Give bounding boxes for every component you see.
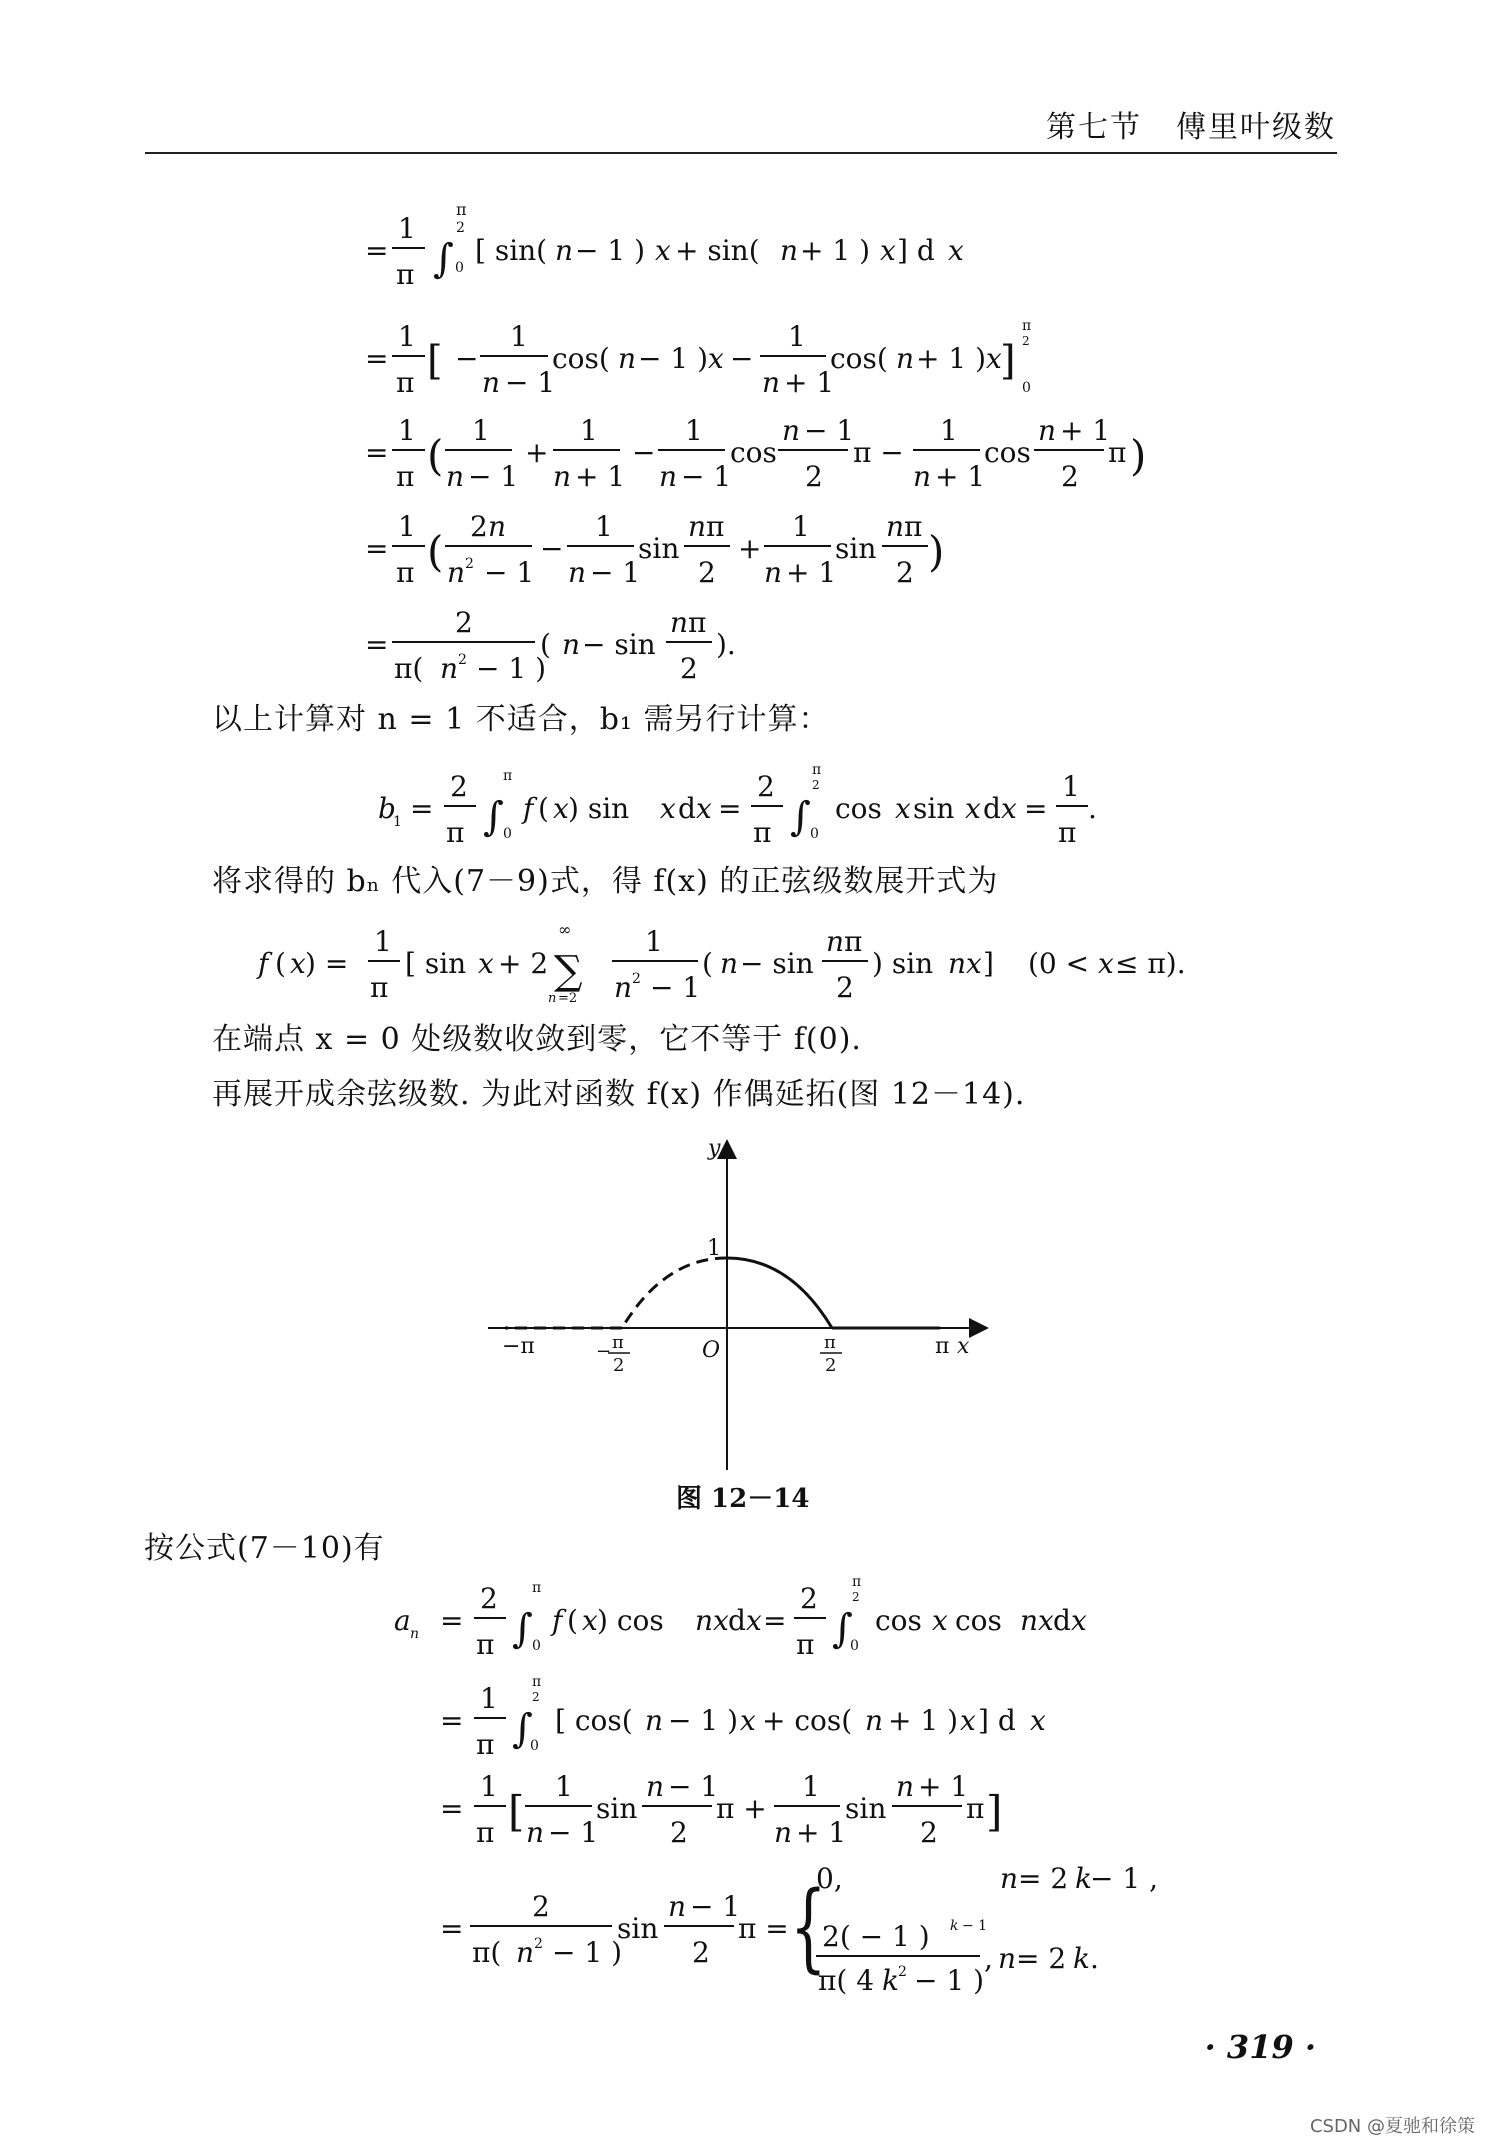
svg-text:n: n: [826, 925, 845, 958]
svg-text:n: n: [618, 342, 637, 375]
svg-text:cos: cos: [730, 436, 777, 469]
neg-pi-label: −π: [502, 1334, 535, 1359]
svg-text:) sin: ) sin: [872, 947, 934, 980]
svg-text:n: n: [688, 510, 707, 543]
svg-text:=: =: [365, 342, 389, 375]
svg-text:cos(: cos(: [830, 342, 888, 375]
svg-text:n: n: [645, 1704, 664, 1737]
svg-text:−: −: [455, 342, 479, 375]
svg-text:b: b: [378, 792, 396, 825]
svg-text:∫: ∫: [832, 1606, 853, 1652]
svg-text:n: n: [865, 1704, 884, 1737]
svg-text:2: 2: [532, 1690, 540, 1704]
svg-text:− 1 ): − 1 ): [914, 1964, 984, 1997]
svg-text:− 1: − 1: [804, 414, 855, 447]
svg-text:=: =: [365, 436, 389, 469]
svg-text:0: 0: [455, 260, 464, 276]
svg-text:x: x: [1001, 792, 1017, 825]
x-label: x: [957, 1334, 970, 1359]
svg-text:π: π: [824, 1332, 836, 1353]
svg-text:2: 2: [800, 1582, 818, 1615]
svg-text:2: 2: [458, 652, 467, 668]
svg-text:π: π: [812, 762, 822, 778]
svg-text:cos(: cos(: [552, 342, 610, 375]
svg-text:.: .: [1090, 1942, 1099, 1975]
svg-text:π( 4: π( 4: [818, 1964, 875, 1997]
pi-label: π: [935, 1334, 950, 1359]
svg-text:.: .: [1088, 792, 1097, 825]
svg-text:a: a: [394, 1604, 411, 1637]
svg-text:+ 1: + 1: [1060, 414, 1111, 447]
svg-text:− 1 ): − 1 ): [552, 1936, 622, 1969]
svg-text:=: =: [1024, 792, 1048, 825]
svg-text:∞: ∞: [558, 920, 572, 939]
section-title: 傅里叶级数: [1176, 110, 1336, 145]
svg-text:(: (: [538, 792, 549, 825]
watermark: CSDN @夏驰和徐策: [1309, 2116, 1475, 2137]
svg-text:1: 1: [555, 1770, 573, 1803]
eq-an-3: [440, 1770, 1002, 1849]
svg-text:x: x: [1030, 1704, 1046, 1737]
paragraph-4: 再展开成余弦级数. 为此对函数 f(x) 作偶延拓(图 12－14).: [212, 1077, 1026, 1112]
svg-text:x: x: [746, 1604, 762, 1637]
svg-text:− 1: − 1: [962, 1918, 988, 1934]
svg-text:sin: sin: [845, 1792, 887, 1825]
svg-text:2: 2: [613, 1355, 625, 1376]
svg-text:− 1: − 1: [590, 556, 641, 589]
svg-text:− 1 ): − 1 ): [668, 1704, 738, 1737]
svg-text:− 1: − 1: [468, 460, 519, 493]
svg-text:− 1: − 1: [650, 971, 701, 1004]
svg-text:n: n: [516, 1936, 535, 1969]
svg-text:=: =: [718, 792, 742, 825]
svg-text:+ 1: + 1: [935, 460, 986, 493]
section-label: 第七节: [1046, 110, 1142, 145]
svg-text:1: 1: [510, 320, 528, 353]
svg-text:π(: π(: [394, 652, 424, 685]
svg-text:(: (: [427, 431, 444, 480]
eq-an-4: [440, 1862, 1158, 1997]
svg-text:x: x: [986, 342, 1002, 375]
svg-text:x: x: [708, 342, 724, 375]
one-label: 1: [707, 1236, 721, 1261]
svg-text:2: 2: [532, 1890, 550, 1923]
svg-text:k: k: [882, 1964, 899, 1997]
svg-text:π: π: [796, 1628, 815, 1661]
svg-text:f: f: [258, 947, 269, 980]
svg-text:2: 2: [470, 510, 488, 543]
svg-text:n: n: [482, 366, 501, 399]
svg-text:− 1 ): − 1 ): [575, 234, 645, 267]
svg-text:n: n: [553, 460, 572, 493]
svg-text:π: π: [446, 816, 465, 849]
svg-text:cos: cos: [955, 1604, 1002, 1637]
paragraph-1: 以上计算对 n = 1 不适合，b₁ 需另行计算：: [212, 702, 830, 737]
svg-text:=: =: [440, 1912, 464, 1945]
svg-text:2: 2: [825, 1355, 837, 1376]
svg-text:k: k: [950, 1918, 959, 1934]
svg-text:0: 0: [532, 1638, 541, 1654]
svg-text:d: d: [983, 792, 1001, 825]
svg-text:).: ).: [716, 628, 736, 661]
origin-label: O: [702, 1338, 721, 1363]
svg-text:−: −: [632, 436, 656, 469]
svg-text:1: 1: [685, 414, 703, 447]
svg-text:[ sin: [ sin: [405, 947, 467, 980]
svg-text:n: n: [782, 414, 801, 447]
svg-text:0: 0: [530, 1738, 539, 1754]
svg-text:2( − 1 ): 2( − 1 ): [822, 1920, 930, 1953]
svg-text:−: −: [730, 342, 754, 375]
svg-text:1: 1: [595, 510, 613, 543]
svg-text:]: ]: [1000, 338, 1016, 384]
svg-text:x: x: [696, 792, 712, 825]
svg-text:1: 1: [480, 1682, 498, 1715]
svg-text:π: π: [503, 768, 513, 784]
svg-text:x: x: [553, 792, 569, 825]
svg-text:+ 2: + 2: [498, 947, 549, 980]
svg-text:2: 2: [836, 971, 854, 1004]
svg-text:0: 0: [1022, 380, 1031, 396]
svg-text:]: ]: [983, 947, 994, 980]
svg-text:π: π: [532, 1674, 542, 1690]
svg-text:− 1: − 1: [668, 1770, 719, 1803]
svg-text:−: −: [540, 532, 564, 565]
svg-text:sin: sin: [596, 1792, 638, 1825]
svg-text:n: n: [446, 460, 465, 493]
svg-text:sin: sin: [913, 792, 955, 825]
svg-text:n: n: [762, 366, 781, 399]
svg-text:1: 1: [398, 510, 416, 543]
svg-text:n: n: [646, 1770, 665, 1803]
y-label: y: [708, 1136, 721, 1161]
svg-text:2: 2: [455, 606, 473, 639]
svg-text:1: 1: [792, 510, 810, 543]
paragraph-3: 在端点 x = 0 处级数收敛到零，它不等于 f(0).: [212, 1022, 862, 1057]
svg-text:∑: ∑: [554, 948, 583, 994]
svg-text:[: [: [508, 1787, 525, 1836]
svg-text:2: 2: [1022, 334, 1030, 348]
svg-text:d: d: [728, 1604, 746, 1637]
svg-text:k: k: [1075, 1862, 1092, 1895]
svg-text:≤ π).: ≤ π).: [1115, 947, 1186, 980]
svg-text:+ 1 ): + 1 ): [800, 234, 870, 267]
svg-text:cos: cos: [875, 1604, 922, 1637]
svg-text:n: n: [774, 1816, 793, 1849]
svg-text:π −: π −: [853, 436, 904, 469]
svg-text:+ sin(: + sin(: [675, 234, 760, 267]
svg-text:n: n: [410, 1626, 420, 1642]
svg-text:(: (: [567, 1604, 578, 1637]
svg-text:x: x: [948, 234, 964, 267]
svg-text:1: 1: [472, 414, 490, 447]
svg-text:n: n: [548, 991, 557, 1006]
svg-text:) =: ) =: [305, 947, 349, 980]
svg-text:k: k: [1073, 1942, 1090, 1975]
svg-text:+ 1: + 1: [786, 556, 837, 589]
svg-text:x: x: [1098, 947, 1114, 980]
svg-text:1: 1: [398, 212, 416, 245]
svg-text:2: 2: [534, 1936, 543, 1952]
svg-text:] d: ] d: [897, 234, 935, 267]
svg-text:∫: ∫: [483, 794, 504, 840]
svg-text:= 2: = 2: [1018, 1862, 1069, 1895]
svg-text:n: n: [720, 947, 739, 980]
page-number: · 319 ·: [1204, 2028, 1316, 2066]
svg-text:π: π: [396, 460, 415, 493]
svg-text:π: π: [1022, 318, 1032, 334]
svg-text:π: π: [904, 510, 923, 543]
svg-text:π: π: [1058, 816, 1077, 849]
svg-text:1: 1: [940, 414, 958, 447]
svg-text:π: π: [753, 816, 772, 849]
svg-text:2: 2: [692, 1936, 710, 1969]
paragraph-2: 将求得的 bₙ 代入(7－9)式，得 f(x) 的正弦级数展开式为: [212, 864, 999, 899]
svg-text:x: x: [740, 1704, 756, 1737]
svg-text:0: 0: [810, 826, 819, 842]
svg-text:0,: 0,: [816, 1862, 843, 1895]
svg-text:): ): [928, 527, 945, 576]
svg-text:] d: ] d: [978, 1704, 1016, 1737]
svg-text:π: π: [456, 200, 467, 219]
svg-text:nx: nx: [948, 947, 982, 980]
svg-text:{: {: [789, 1871, 827, 1984]
svg-text:1: 1: [480, 1770, 498, 1803]
svg-text:2: 2: [920, 1816, 938, 1849]
svg-text:− sin: − sin: [582, 628, 656, 661]
svg-text:=: =: [763, 1604, 787, 1637]
svg-text:1: 1: [788, 320, 806, 353]
svg-text:[ cos(: [ cos(: [555, 1704, 633, 1737]
svg-text:n: n: [614, 971, 633, 1004]
svg-text:n: n: [913, 460, 932, 493]
svg-text:1: 1: [398, 320, 416, 353]
svg-text:=: =: [440, 1792, 464, 1825]
svg-text:1: 1: [645, 925, 663, 958]
svg-text:2: 2: [456, 220, 465, 236]
svg-text:): ): [1130, 431, 1147, 480]
svg-text:n: n: [526, 1816, 545, 1849]
svg-text:2: 2: [805, 460, 823, 493]
svg-text:cos: cos: [984, 436, 1031, 469]
svg-text:∫: ∫: [433, 236, 454, 282]
svg-text:n: n: [886, 510, 905, 543]
svg-text:n: n: [447, 556, 466, 589]
svg-text:x: x: [582, 1604, 598, 1637]
svg-text:n: n: [896, 1770, 915, 1803]
svg-text:1: 1: [374, 925, 392, 958]
svg-text:x: x: [895, 792, 911, 825]
svg-text:x: x: [1071, 1604, 1087, 1637]
svg-text:π: π: [476, 1816, 495, 1849]
svg-text:n: n: [1000, 1862, 1019, 1895]
svg-text:=: =: [440, 1604, 464, 1637]
svg-text:π: π: [532, 1580, 542, 1596]
svg-text:x: x: [660, 792, 676, 825]
svg-text:[: [: [427, 338, 443, 384]
svg-text:x: x: [960, 1704, 976, 1737]
svg-text:π: π: [396, 258, 415, 291]
svg-text:sin: sin: [617, 1912, 659, 1945]
svg-text:0: 0: [850, 1638, 859, 1654]
svg-text:x: x: [478, 947, 494, 980]
svg-text:− 1: − 1: [690, 1890, 741, 1923]
svg-text:1: 1: [802, 1770, 820, 1803]
svg-text:n: n: [668, 1890, 687, 1923]
svg-text:π: π: [1108, 436, 1127, 469]
svg-text:1: 1: [393, 814, 402, 830]
svg-text:+ 1: + 1: [575, 460, 626, 493]
svg-text:∫: ∫: [512, 1706, 533, 1752]
svg-text:+: +: [525, 436, 549, 469]
svg-text:∫: ∫: [790, 794, 811, 840]
svg-text:]: ]: [986, 1787, 1003, 1836]
svg-text:∫: ∫: [512, 1606, 533, 1652]
svg-text:n: n: [780, 234, 799, 267]
svg-text:π: π: [476, 1728, 495, 1761]
svg-text:2: 2: [670, 1816, 688, 1849]
svg-text:− 1 ,: − 1 ,: [1090, 1862, 1158, 1895]
svg-text:2: 2: [680, 652, 698, 685]
svg-text:n: n: [488, 510, 507, 543]
svg-text:d: d: [678, 792, 696, 825]
svg-text:π: π: [706, 510, 725, 543]
svg-text:π +: π +: [716, 1792, 767, 1825]
svg-text:+ 1 ): + 1 ): [888, 1704, 958, 1737]
svg-text:2: 2: [812, 778, 820, 792]
svg-text:2: 2: [757, 770, 775, 803]
svg-text:x: x: [290, 947, 306, 980]
figure-caption: 图 12－14: [676, 1484, 810, 1514]
svg-text:n: n: [659, 460, 678, 493]
svg-text:− 1 ): − 1 ): [476, 652, 546, 685]
svg-text:− 1: − 1: [484, 556, 535, 589]
svg-text:− 1 ): − 1 ): [638, 342, 708, 375]
svg-text:n: n: [670, 606, 689, 639]
svg-text:=: =: [365, 532, 389, 565]
svg-text:2: 2: [896, 556, 914, 589]
svg-text:n: n: [555, 234, 574, 267]
svg-text:=2: =2: [558, 991, 578, 1006]
svg-text:=: =: [365, 234, 389, 267]
svg-text:sin: sin: [638, 532, 680, 565]
svg-text:2: 2: [898, 1964, 907, 1980]
svg-text:,: ,: [984, 1942, 993, 1975]
svg-text:nx: nx: [1020, 1604, 1054, 1637]
svg-text:π: π: [370, 971, 389, 1004]
svg-text:(: (: [427, 527, 444, 576]
svg-text:x: x: [655, 234, 671, 267]
svg-text:2: 2: [632, 971, 641, 987]
svg-text:n: n: [1038, 414, 1057, 447]
svg-text:2: 2: [698, 556, 716, 589]
svg-text:n: n: [998, 1942, 1017, 1975]
svg-text:− sin: − sin: [740, 947, 814, 980]
svg-text:π: π: [612, 1332, 624, 1353]
svg-text:1: 1: [398, 414, 416, 447]
svg-text:=: =: [365, 628, 389, 661]
svg-text:f: f: [552, 1604, 563, 1637]
svg-text:π: π: [476, 1628, 495, 1661]
svg-text:cos: cos: [835, 792, 882, 825]
svg-text:f: f: [523, 792, 534, 825]
svg-text:) sin: ) sin: [568, 792, 630, 825]
svg-text:n: n: [440, 652, 459, 685]
svg-text:− 1: − 1: [505, 366, 556, 399]
svg-text:2: 2: [465, 556, 474, 572]
svg-text:2: 2: [450, 770, 468, 803]
svg-text:(: (: [702, 947, 713, 980]
svg-text:π: π: [844, 925, 863, 958]
svg-text:+ 1: + 1: [918, 1770, 969, 1803]
svg-text:sin: sin: [835, 532, 877, 565]
paragraph-5: 按公式(7－10)有: [144, 1531, 385, 1566]
svg-text:π: π: [852, 1574, 862, 1590]
svg-text:1: 1: [580, 414, 598, 447]
svg-text:n: n: [568, 556, 587, 589]
svg-text:2: 2: [480, 1582, 498, 1615]
svg-text:= 2: = 2: [1016, 1942, 1067, 1975]
svg-text:+ cos(: + cos(: [762, 1704, 853, 1737]
svg-text:0: 0: [503, 826, 512, 842]
svg-text:x: x: [880, 234, 896, 267]
svg-text:x: x: [932, 1604, 948, 1637]
svg-text:1: 1: [1062, 770, 1080, 803]
svg-text:[ sin(: [ sin(: [475, 234, 548, 267]
eq-an-2: [440, 1674, 1046, 1761]
svg-text:π: π: [396, 366, 415, 399]
svg-text:+: +: [738, 532, 762, 565]
svg-text:π: π: [688, 606, 707, 639]
svg-text:2: 2: [1061, 460, 1079, 493]
svg-text:π =: π =: [738, 1912, 789, 1945]
svg-text:n: n: [896, 342, 915, 375]
svg-text:(0 <: (0 <: [1028, 947, 1090, 980]
svg-text:π(: π(: [472, 1936, 502, 1969]
svg-text:) cos: ) cos: [597, 1604, 664, 1637]
svg-text:2: 2: [852, 1590, 860, 1604]
svg-text:(: (: [275, 947, 286, 980]
svg-text:π: π: [396, 556, 415, 589]
svg-text:=: =: [410, 792, 434, 825]
svg-text:+ 1: + 1: [796, 1816, 847, 1849]
svg-text:d: d: [1053, 1604, 1071, 1637]
svg-text:+ 1: + 1: [784, 366, 835, 399]
svg-text:− 1: − 1: [548, 1816, 599, 1849]
svg-text:π: π: [966, 1792, 985, 1825]
eq-an-1: [394, 1574, 1087, 1661]
svg-text:n: n: [764, 556, 783, 589]
svg-text:(: (: [540, 628, 551, 661]
svg-text:+ 1 ): + 1 ): [916, 342, 986, 375]
svg-text:−: −: [596, 1341, 612, 1362]
svg-text:x: x: [965, 792, 981, 825]
svg-text:n: n: [562, 628, 581, 661]
svg-text:nx: nx: [695, 1604, 729, 1637]
svg-text:− 1: − 1: [681, 460, 732, 493]
svg-text:=: =: [440, 1704, 464, 1737]
